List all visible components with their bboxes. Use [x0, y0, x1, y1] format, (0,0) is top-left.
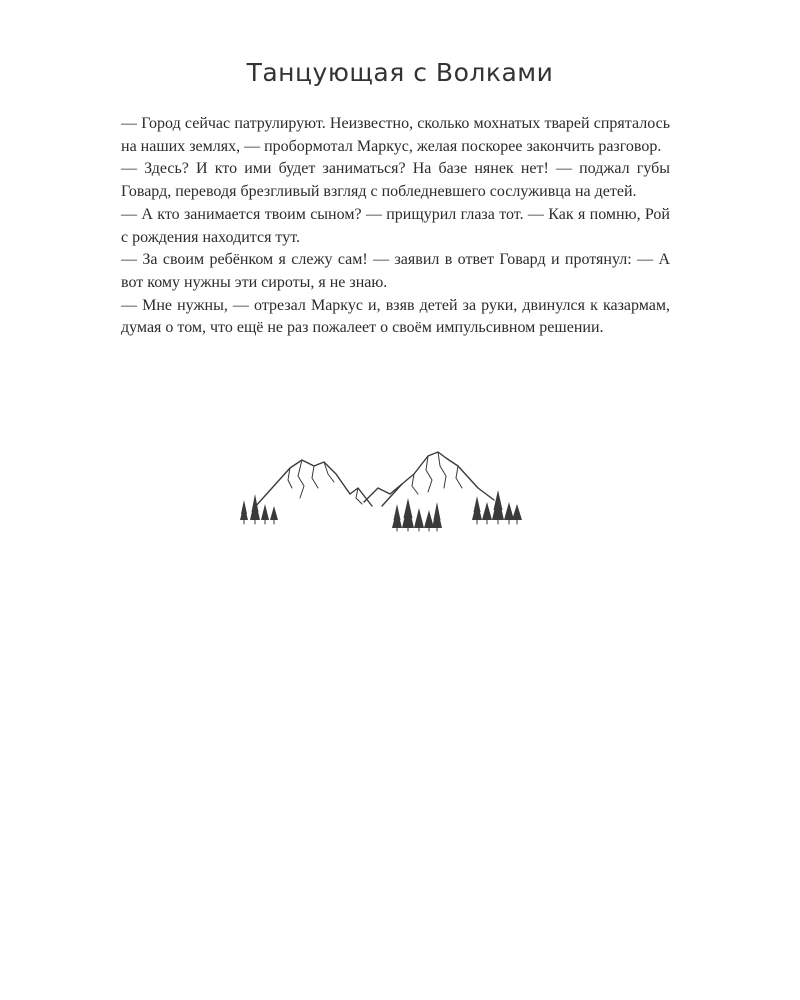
paragraph: — За своим ребёнком я слежу сам! — заявил в ответ Говард и протянул: — А вот кому нужны эти сироты, я не знаю.: [121, 251, 670, 291]
mountains-with-pines-icon: [232, 448, 528, 532]
running-title: Танцующая с Волками: [246, 58, 554, 87]
paragraph: — А кто занимается твоим сыном? — прищурил глаза тот. — Как я помню, Рой с рождения находится тут.: [121, 205, 670, 246]
paragraph: — Город сейчас патрулируют. Неизвестно, сколько мохнатых тварей спряталось на наших землях, — пробормотал Маркус, желая поскорее закончить разговор.: [121, 115, 670, 155]
paragraph: — Мне нужны, — отрезал Маркус и, взяв детей за руки, двинулся к казармам, думая о том, что ещё не раз пожалеет о своём импульсивном решении.: [121, 296, 670, 337]
paragraph: — Здесь? И кто ими будет заниматься? На базе нянек нет! — поджал губы Говард, переводя брезгливый взгляд с побледневшего сослуживца на детей.: [121, 160, 670, 201]
text-block: [121, 113, 670, 340]
